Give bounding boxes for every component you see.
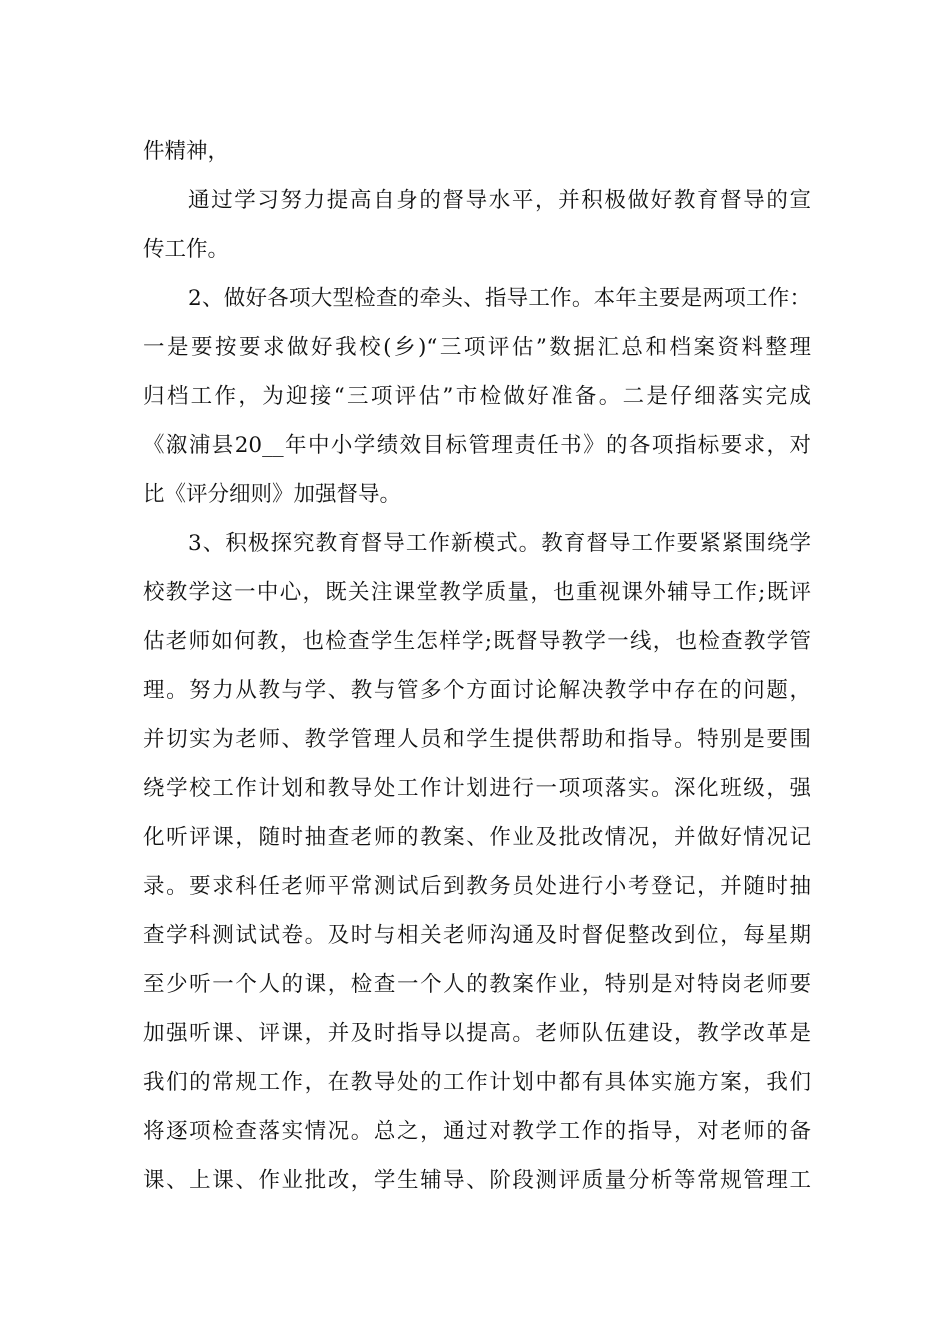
text-line: 录。要求科任老师平常测试后到教务员处进行小考登记，并随时抽: [143, 874, 811, 899]
text-line: 并切实为老师、教学管理人员和学生提供帮助和指导。特别是要围: [143, 727, 811, 752]
text-line: 化听评课，随时抽查老师的教案、作业及批改情况，并做好情况记: [143, 825, 811, 850]
text-line: 查学科测试试卷。及时与相关老师沟通及时督促整改到位，每星期: [143, 923, 811, 948]
text-line: 校教学这一中心，既关注课堂教学质量，也重视课外辅导工作;既评: [143, 580, 811, 605]
text-line: 《溆浦县20__年中小学绩效目标管理责任书》的各项指标要求，对: [143, 433, 811, 458]
text-line: 我们的常规工作，在教导处的工作计划中都有具体实施方案，我们: [143, 1070, 811, 1095]
text-line: 将逐项检查落实情况。总之，通过对教学工作的指导，对老师的备: [143, 1119, 811, 1144]
text-line: 加强听课、评课，并及时指导以提高。老师队伍建设，教学改革是: [143, 1021, 811, 1046]
text-line: 绕学校工作计划和教导处工作计划进行一项项落实。深化班级，强: [143, 776, 811, 801]
text-line: 估老师如何教，也检查学生怎样学;既督导教学一线，也检查教学管: [143, 629, 811, 654]
text-line: 一是要按要求做好我校(乡)“三项评估”数据汇总和档案资料整理: [143, 335, 811, 360]
text-line: 理。努力从教与学、教与管多个方面讨论解决教学中存在的问题，: [143, 678, 811, 703]
body-text: [143, 127, 811, 1205]
text-line: 传工作。: [143, 237, 230, 262]
text-line: 件精神，: [143, 139, 230, 164]
text-line: 归档工作，为迎接“三项评估”市检做好准备。二是仔细落实完成: [143, 384, 811, 409]
paragraph-first-line: 3、积极探究教育督导工作新模式。教育督导工作要紧紧围绕学: [188, 531, 811, 556]
text-line: 至少听一个人的课，检查一个人的教案作业，特别是对特岗老师要: [143, 972, 811, 997]
paragraph-first-line: 通过学习努力提高自身的督导水平，并积极做好教育督导的宣: [188, 188, 811, 213]
text-line: 比《评分细则》加强督导。: [143, 482, 402, 507]
text-line: 课、上课、作业批改，学生辅导、阶段测评质量分析等常规管理工: [143, 1168, 811, 1193]
paragraph-first-line: 2、做好各项大型检查的牵头、指导工作。本年主要是两项工作：: [188, 286, 811, 311]
